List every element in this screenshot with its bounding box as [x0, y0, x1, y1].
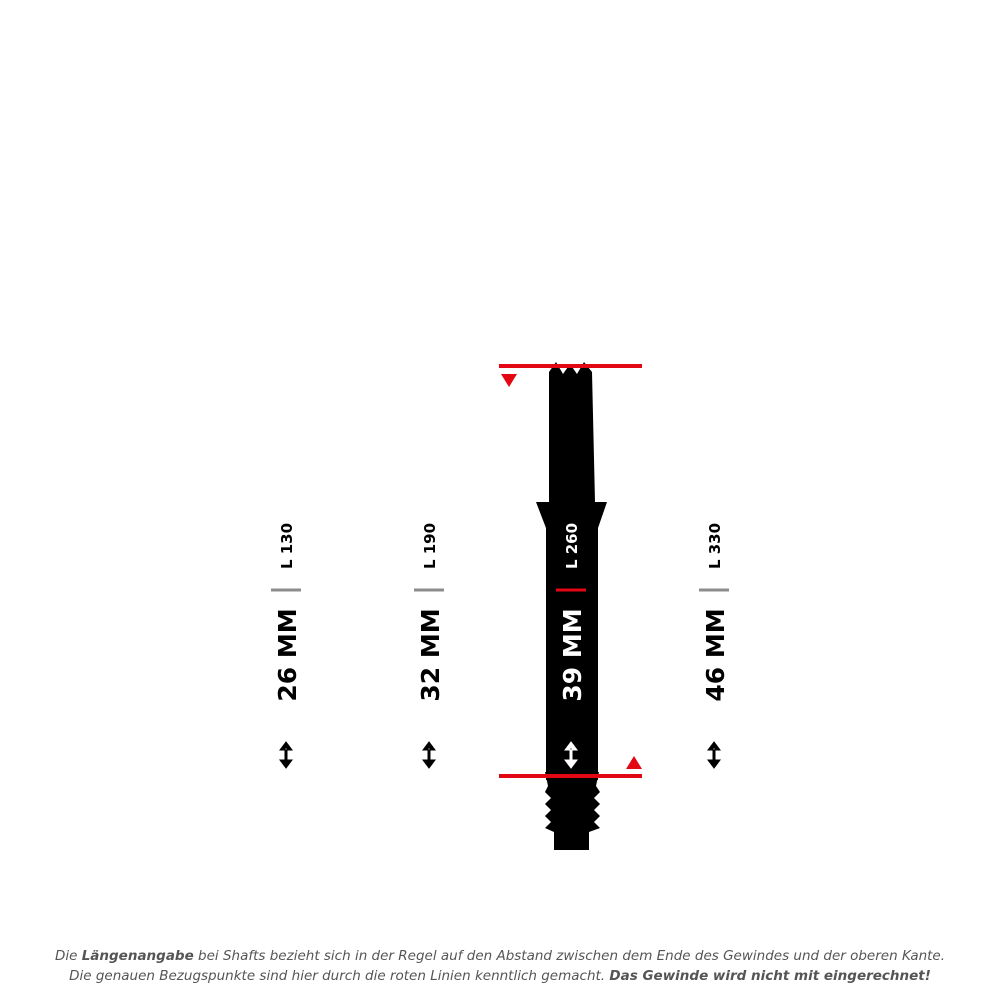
note-line-1-start: Die — [54, 948, 82, 964]
double-arrow-vertical-icon — [708, 742, 720, 768]
size-column — [271, 523, 302, 768]
note-line-1-emphasis: Längenangabe — [81, 948, 194, 964]
size-code-label: L 190 — [421, 522, 439, 570]
note-line-2 — [0, 966, 1000, 986]
triangle-up-marker-icon — [626, 756, 642, 769]
explanation-note — [0, 946, 1000, 986]
note-line-1 — [0, 946, 1000, 966]
size-code-label: L 260 — [563, 522, 581, 570]
shaft-thread — [545, 772, 600, 850]
size-length-label: 46 MM — [701, 608, 730, 702]
size-length-label: 39 MM — [558, 608, 587, 702]
size-column — [414, 523, 445, 768]
shaft-top-section — [549, 362, 595, 502]
size-length-label: 32 MM — [416, 608, 445, 702]
double-arrow-vertical-icon — [280, 742, 292, 768]
size-column — [699, 523, 730, 768]
size-columns — [271, 523, 730, 768]
double-arrow-vertical-icon — [423, 742, 435, 768]
triangle-down-marker-icon — [501, 374, 517, 387]
size-length-label: 26 MM — [273, 608, 302, 702]
size-code-label: L 330 — [706, 522, 724, 570]
note-line-1-end: bei Shafts bezieht sich in der Regel auf den Abstand zwischen dem Ende des Gewindes und der oberen Kante. — [193, 948, 946, 964]
size-code-label: L 130 — [278, 522, 296, 570]
note-line-2-start: Die genauen Bezugspunkte sind hier durch die roten Linien kenntlich gemacht. — [69, 968, 610, 984]
note-line-2-emphasis: Das Gewinde wird nicht mit eingerechnet! — [609, 968, 931, 984]
